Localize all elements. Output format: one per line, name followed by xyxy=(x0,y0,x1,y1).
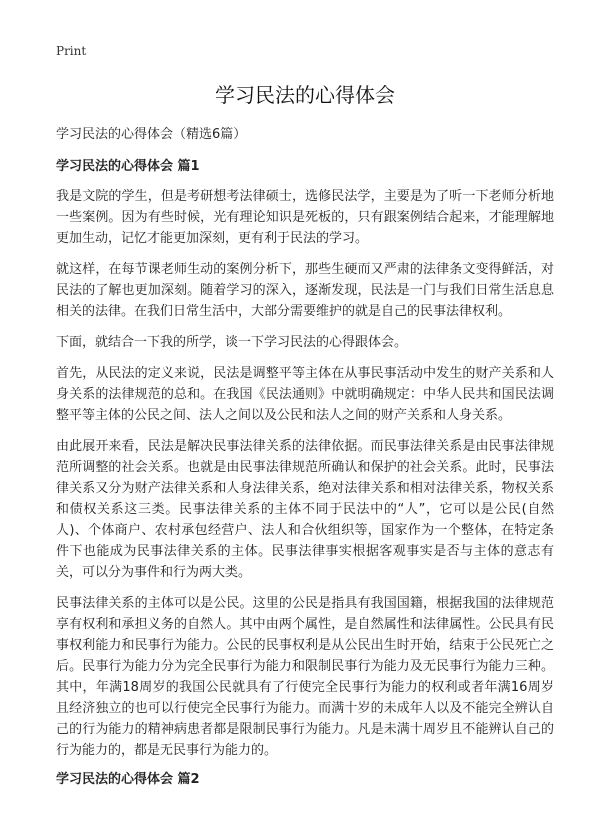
print-link[interactable]: Print xyxy=(56,44,87,58)
paragraph-2: 就这样，在每节课老师生动的案例分析下，那些生硬而又严肃的法律条文变得鲜活，对民法的了解也更加深刻。随着学习的深入，逐渐发现，民法是一门与我们日常生活息息相关的法律。在我们日常生活中，大部分需要维护的就是自己的民事法律权利。 xyxy=(56,262,554,319)
paragraph-5: 由此展开来看，民法是解决民事法律关系的法律依据。而民事法律关系是由民事法律规范所调整的社会关系。也就是由民事法律规范所确认和保护的社会关系。此时，民事法律关系又分为财产法律关系和人身法律关系，绝对法律关系和相对法律关系，物权关系和债权关系这三类。民事法律关系的主体不同于民法中的“人”，它可以是公民(自然人)、个体商户、农村承包经营户、法人和合伙组织等，国家作为一个整体，在特定条件下也能成为民事法律关系的主体。民事法律事实根据客观事实是否与主体的意志有关，可以分为事件和行为两大类。 xyxy=(56,439,554,580)
section-heading-2: 学习民法的心得体会 篇2 xyxy=(56,772,200,787)
section-heading-1: 学习民法的心得体会 篇1 xyxy=(56,159,200,174)
paragraph-3: 下面，就结合一下我的所学，谈一下学习民法的心得跟体会。 xyxy=(56,335,408,350)
paragraph-4: 首先，从民法的定义来说，民法是调整平等主体在从事民事活动中发生的财产关系和人身关系的法律规范的总和。在我国《民法通则》中就明确规定：中华人民共和国民法调整平等主体的公民之间、法人之间以及公民和法人之间的财产关系和人身关系。 xyxy=(56,366,554,423)
paragraph-6: 民事法律关系的主体可以是公民。这里的公民是指具有我国国籍，根据我国的法律规范享有权利和承担义务的自然人。其中由两个属性，是自然属性和法律属性。公民具有民事权利能力和民事行为能力。公民的民事权利是从公民出生时开始，结束于公民死亡之后。民事行为能力分为完全民事行为能力和限制民事行为能力及无民事行为能力三种。其中，年满18周岁的我国公民就具有了行使完全民事行为能力的权利或者年满16周岁且经济独立的也可以行使完全民事行为能力。而满十岁的未成年人以及不能完全辨认自己的行为能力的精神病患者都是限制民事行为能力。凡是未满十周岁且不能辨认自己的行为能力的，都是无民事行为能力的。 xyxy=(56,596,554,758)
document-title: 学习民法的心得体会 xyxy=(215,83,395,107)
document-subtitle: 学习民法的心得体会（精选6篇） xyxy=(56,127,247,142)
paragraph-1: 我是文院的学生，但是考研想考法律硕士，选修民法学，主要是为了听一下老师分析地一些案例。因为有些时候，光有理论知识是死板的，只有跟案例结合起来，才能理解地更加生动，记忆才能更加深刻，更有利于民法的学习。 xyxy=(56,189,554,246)
